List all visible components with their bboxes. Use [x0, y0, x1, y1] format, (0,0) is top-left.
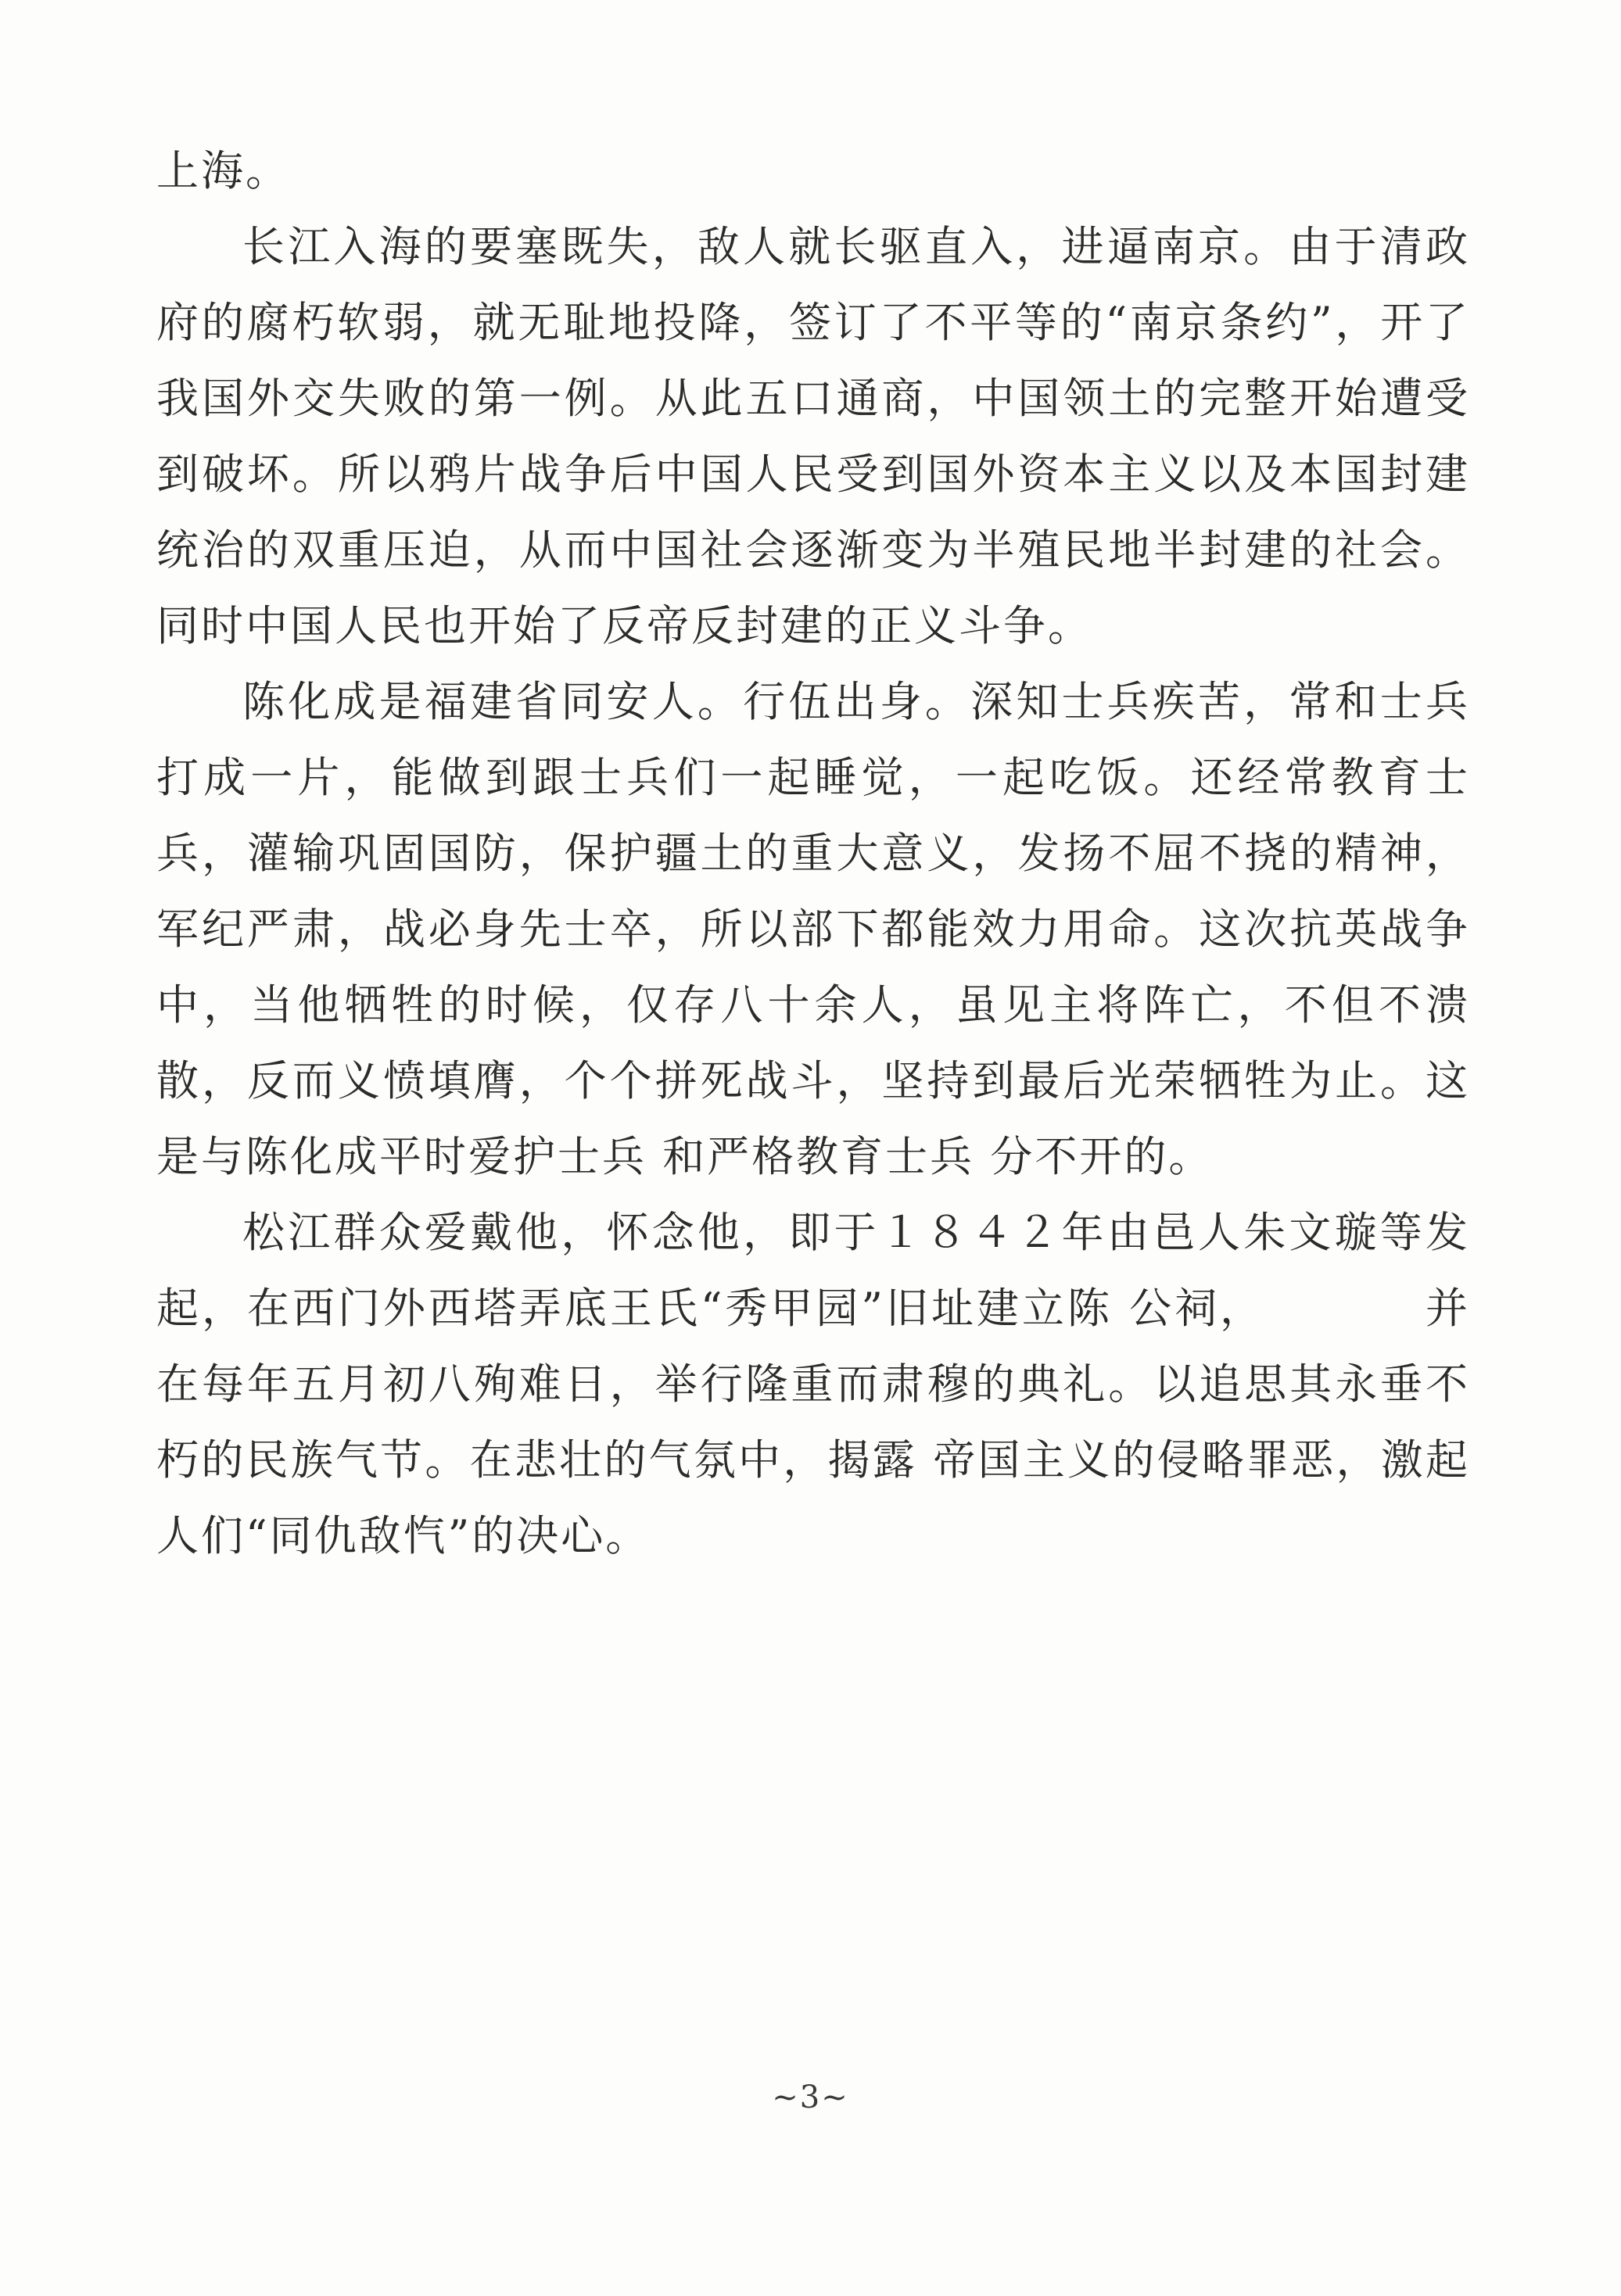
body-text: [156, 133, 1470, 1574]
paragraph: 上海。: [156, 146, 290, 195]
page-number: ~3~: [772, 2079, 849, 2115]
paragraph: 长江入海的要塞既失，敌人就长驱直入，进逼南京。由于清政府的腐朽软弱，就无耻地投降，签订了不平等的“南京条约”，开了我国外交失败的第一例。从此五口通商，中国领土的完整开始遭受到破坏。所以鸦片战争后中国人民受到国外资本主义以及本国封建统治的双重压迫，从而中国社会逐渐变为半殖民地半封建的社会。同时中国人民也开始了反帝反封建的正义斗争。: [156, 222, 1470, 650]
paragraph: 松江群众爱戴他，怀念他，即于１８４２年由邑人朱文璇等发起，在西门外西塔弄底王氏“秀甲园”旧址建立陈 公祠， 并在每年五月初八殉难日，举行隆重而肃穆的典礼。以追思其永垂不朽的民族气节。在悲壮的气氛中，揭露 帝国主义的侵略罪恶，激起人们“同仇敌忾”的决心。: [156, 1208, 1470, 1560]
paragraph: 陈化成是福建省同安人。行伍出身。深知士兵疾苦，常和士兵打成一片，能做到跟士兵们一起睡觉，一起吃饭。还经常教育士兵，灌输巩固国防，保护疆土的重大意义，发扬不屈不挠的精神，军纪严肃，战必身先士卒，所以部下都能效力用命。这次抗英战争中，当他牺牲的时候，仅存八十余人，虽见主将阵亡，不但不溃散，反而义愤填膺，个个拼死战斗，坚持到最后光荣牺牲为止。这是与陈化成平时爱护士兵 和严格教育士兵 分不开的。: [156, 677, 1470, 1181]
